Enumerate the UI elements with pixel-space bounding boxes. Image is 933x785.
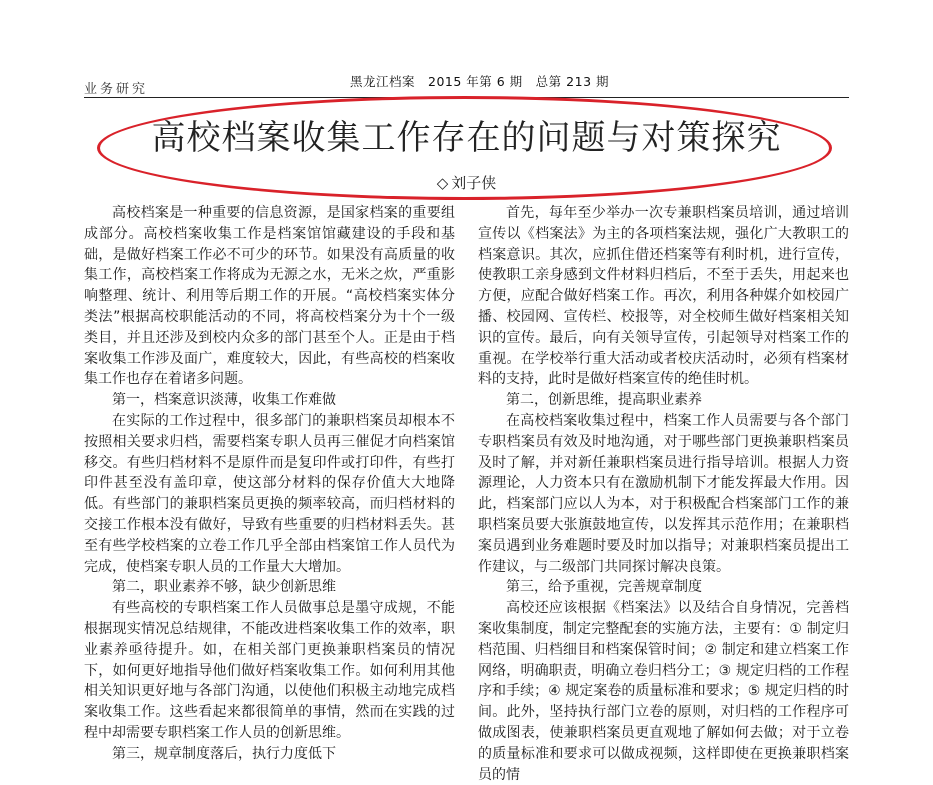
section-heading: 第三，规章制度落后，执行力度低下 — [112, 745, 336, 762]
paragraph: 高校还应该根据《档案法》以及结合自身情况，完善档案收集制度，制定完整配套的实施方法，主要有：① 制定归档范围、归档细目和档案保管时间；② 制定和建立档案工作网络，明确职责，明确立卷归档分工；③ 规定归档的工作程序和手续；④ 规定案卷的质量标准和要求；⑤ 规定归档的时间。此外，坚持执行部门立卷的原则，对归档的工作程序可做成图表，使兼职档案员更直观地了解如何去做；对于立卷的质量标准和要求可以做成视频，这样即使在更换兼职档案员的情 — [478, 600, 849, 783]
paragraph: 高校档案是一种重要的信息资源，是国家档案的重要组成部分。高校档案收集工作是档案馆馆藏建设的手段和基础，是做好档案工作必不可少的环节。如果没有高质量的收集工作，高校档案工作将成为无源之水，无米之炊，严重影响整理、统计、利用等后期工作的开展。“高校档案实体分类法”根据高校职能活动的不同，将高校档案分为十个一级类目，并且还涉及到校内众多的部门甚至个人。正是由于档案收集工作涉及面广，难度较大，因此，有些高校的档案收集工作也存在着诸多问题。 — [84, 205, 455, 388]
section-heading: 第二，职业素养不够，缺少创新思维 — [112, 579, 336, 596]
article-author — [0, 172, 933, 193]
section-heading: 第二，创新思维，提高职业素养 — [506, 392, 702, 409]
right-column — [478, 203, 849, 785]
article-title: 高校档案收集工作存在的问题与对策探究 — [151, 118, 782, 158]
section-heading: 第三，给予重视，完善规章制度 — [506, 579, 702, 596]
section-label: 业务研究 — [84, 82, 149, 97]
paragraph: 在高校档案收集过程中，档案工作人员需要与各个部门专职档案员有效及时地沟通，对于哪些部门更换兼职档案员及时了解，并对新任兼职档案员进行指导培训。根据人力资源理论，人力资本只有在激励机制下才能发挥最大作用。因此，档案部门应以人为本，对于积极配合档案部门工作的兼职档案员要大张旗鼓地宣传，以发挥其示范作用；在兼职档案员遇到业务难题时要及时加以指导；对兼职档案员提出工作建议，与二级部门共同探讨解决良策。 — [478, 412, 849, 575]
journal-issue-info: 黑龙江档案 2015 年第 6 期 总第 213 期 — [350, 74, 609, 89]
diamond-icon: ◇ — [436, 174, 449, 192]
left-column — [84, 203, 455, 765]
author-name: 刘子侠 — [451, 174, 497, 192]
section-heading: 第一，档案意识淡薄，收集工作难做 — [112, 392, 336, 409]
paragraph: 有些高校的专职档案工作人员做事总是墨守成规，不能根据现实情况总结规律，不能改进档案收集工作的效率，职业素养亟待提升。如，在相关部门更换兼职档案员的情况下，如何更好地指导他们做好档案收集工作。如何利用其他相关知识更好地与各部门沟通，以使他们积极主动地完成档案收集工作。这些看起来都很简单的事情，然而在实践的过程中却需要专职档案工作人员的创新思维。 — [84, 600, 455, 741]
paragraph: 在实际的工作过程中，很多部门的兼职档案员却根本不按照相关要求归档，需要档案专职人员再三催促才向档案馆移交。有些归档材料不是原件而是复印件或打印件，有些打印件甚至没有盖印章，使这部分材料的保存价值大大地降低。有些部门的兼职档案员更换的频率较高，而归档材料的交接工作根本没有做好，导致有些重要的归档材料丢失。甚至有些学校档案的立卷工作几乎全部由档案馆工作人员代为完成，使档案专职人员的工作量大大增加。 — [84, 412, 455, 575]
paragraph: 首先，每年至少举办一次专兼职档案员培训，通过培训宣传以《档案法》为主的各项档案法规，强化广大教职工的档案意识。其次，应抓住借还档案等有利时机，进行宣传，使教职工亲身感到文件材料归档后，不至于丢失，用起来也方便，应配合做好档案工作。再次，利用各种媒介如校园广播、校园网、宣传栏、校报等，对全校师生做好档案相关知识的宣传。最后，向有关领导宣传，引起领导对档案工作的重视。在学校举行重大活动或者校庆活动时，必须有档案材料的支持，此时是做好档案宣传的绝佳时机。 — [478, 205, 849, 388]
